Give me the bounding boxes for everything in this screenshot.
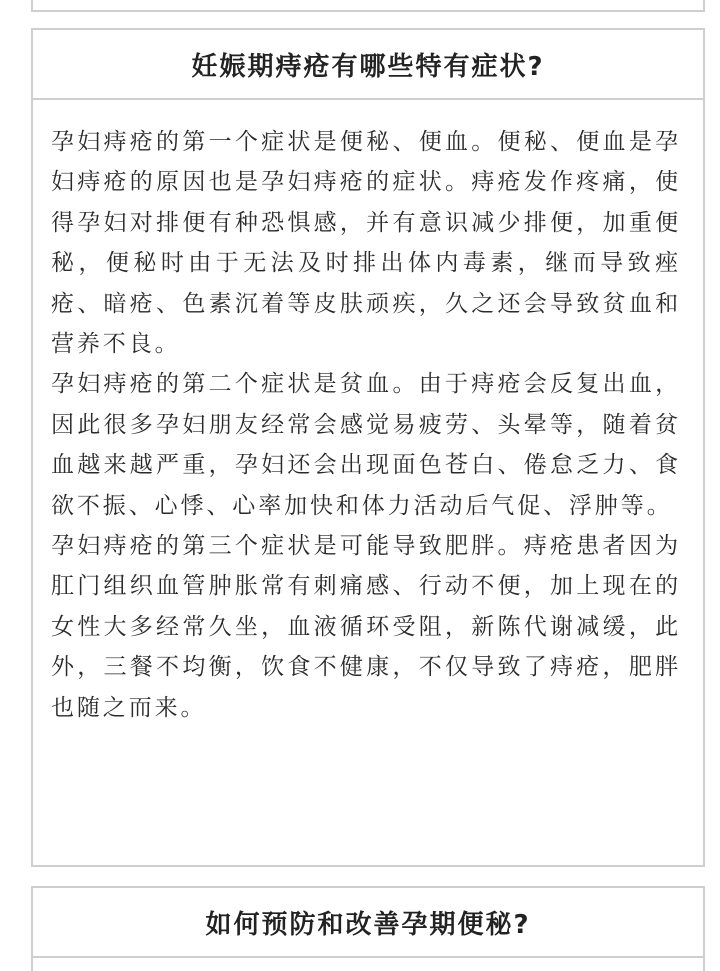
- symptoms-section-body: [33, 100, 703, 728]
- previous-section-card: [31, 0, 705, 12]
- constipation-section-title: 如何预防和改善孕期便秘?: [205, 909, 531, 940]
- symptoms-section-title: 妊娠期痔疮有哪些特有症状?: [191, 51, 545, 82]
- symptom-paragraph-anemia: 孕妇痔疮的第二个症状是贫血。由于痔疮会反复出血，因此很多孕妇朋友经常会感觉易疲劳、头晕等，随着贫血越来越严重，孕妇还会出现面色苍白、倦怠乏力、食欲不振、心悸、心率加快和体力活动后气促、浮肿等。: [51, 371, 681, 519]
- constipation-section-header: [33, 888, 703, 958]
- symptoms-section-header: [33, 30, 703, 100]
- constipation-section-card: [31, 886, 705, 971]
- symptom-paragraph-obesity: 孕妇痔疮的第三个症状是可能导致肥胖。痔疮患者因为肛门组织血管肿胀常有刺痛感、行动不便，加上现在的女性大多经常久坐，血液循环受阻，新陈代谢减缓，此外，三餐不均衡，饮食不健康，不仅导致了痔疮，肥胖也随之而来。: [51, 533, 681, 721]
- symptom-paragraph-constipation: 孕妇痔疮的第一个症状是便秘、便血。便秘、便血是孕妇痔疮的原因也是孕妇痔疮的症状。痔疮发作疼痛，使得孕妇对排便有种恐惧感，并有意识减少排便，加重便秘，便秘时由于无法及时排出体内毒素，继而导致痤疮、暗疮、色素沉着等皮肤顽疾，久之还会导致贫血和营养不良。: [51, 129, 681, 358]
- symptoms-section-card: [31, 28, 705, 867]
